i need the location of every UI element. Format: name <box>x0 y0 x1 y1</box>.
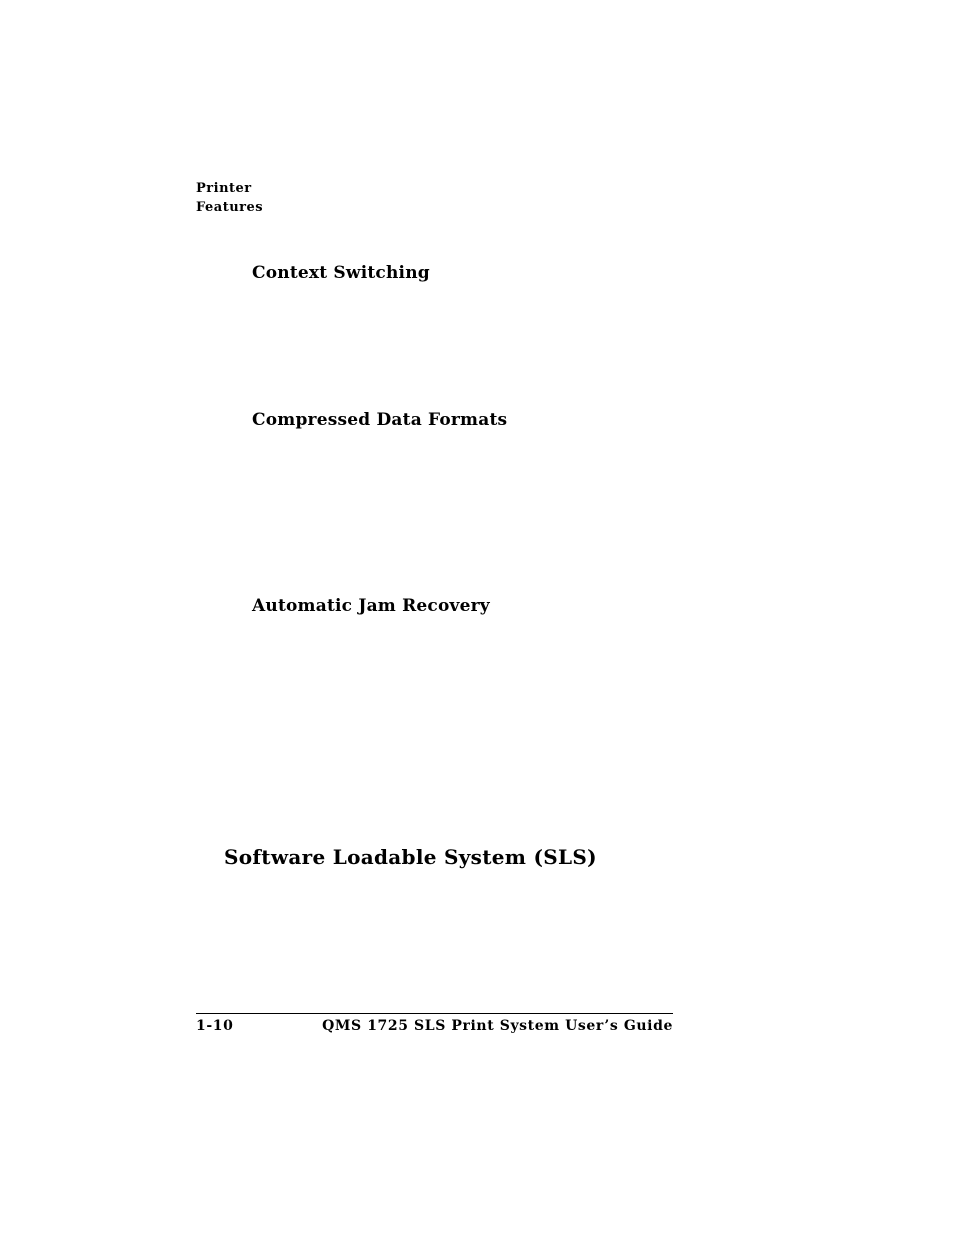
page-footer <box>196 1018 673 1034</box>
heading-context-switching: Context Switching <box>252 263 430 283</box>
section-tab-line-2: Features <box>196 200 264 215</box>
section-tab-line-1: Printer <box>196 181 252 196</box>
guide-title: QMS 1725 SLS Print System User’s Guide <box>322 1018 673 1034</box>
section-tab <box>196 179 263 217</box>
heading-automatic-jam-recovery: Automatic Jam Recovery <box>252 596 490 616</box>
footer-rule <box>196 1013 673 1014</box>
heading-compressed-data-formats: Compressed Data Formats <box>252 410 508 430</box>
page-number: 1-10 <box>196 1018 234 1034</box>
heading-software-loadable-system: Software Loadable System (SLS) <box>224 845 597 869</box>
